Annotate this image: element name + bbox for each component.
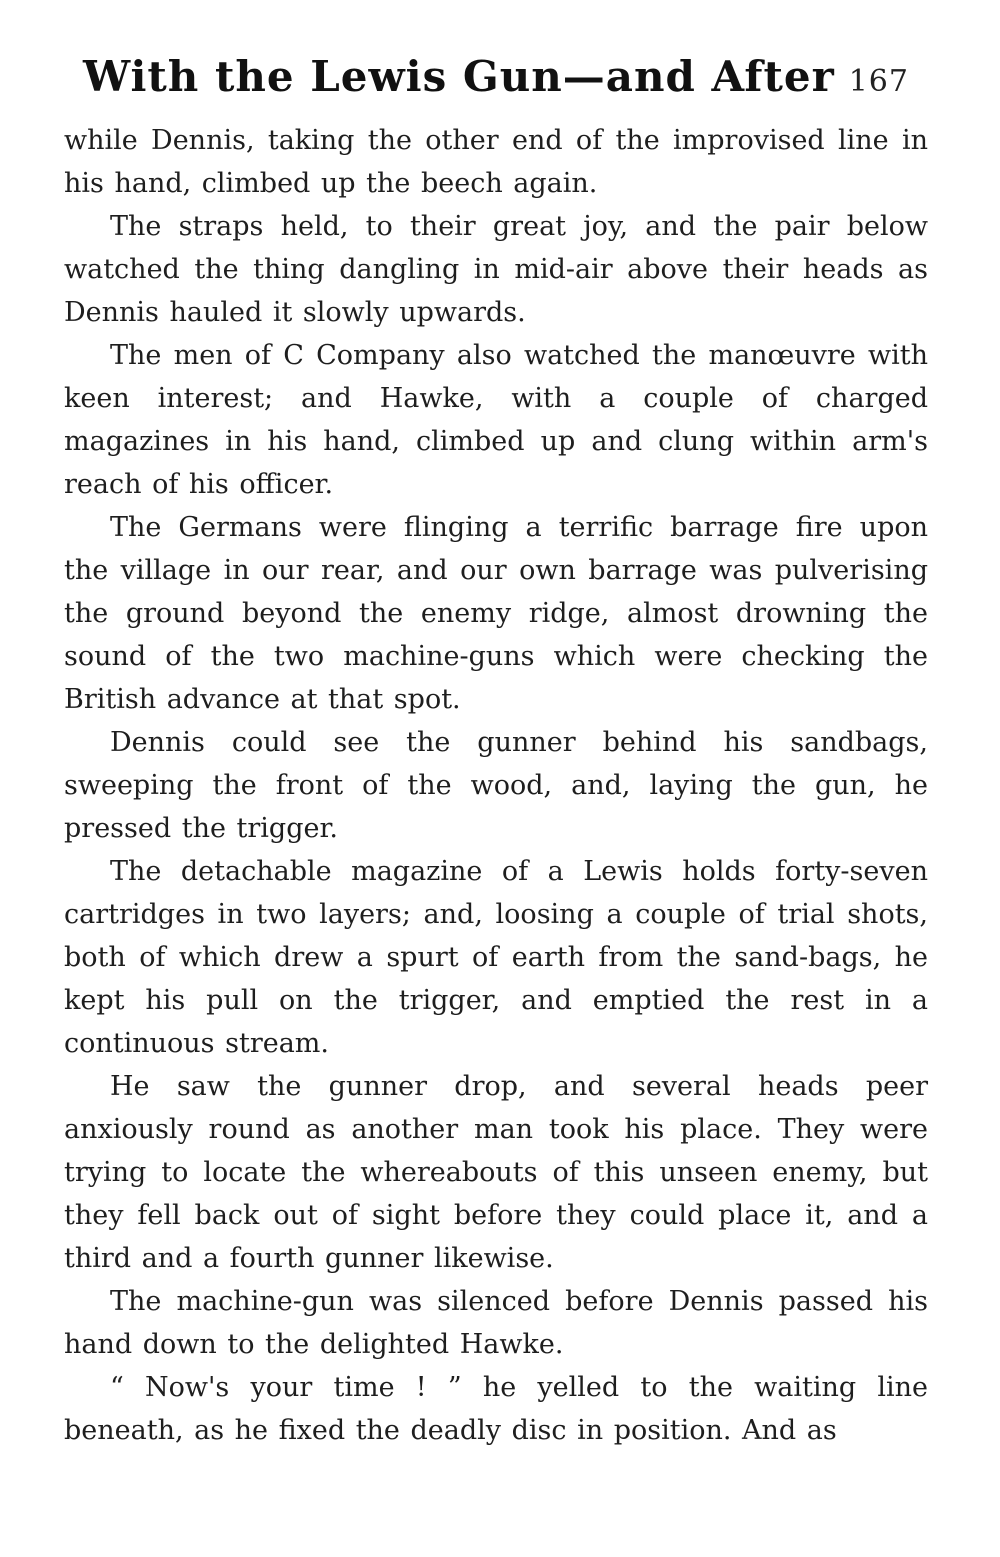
paragraph: The Germans were flinging a terrific barrage fire upon the village in our rear, and our own barrage was pulverising the ground beyond the enemy ridge, almost drowning the sound of the two machine-guns which were checking the British advance at that spot. — [64, 512, 928, 715]
paragraph: Dennis could see the gunner behind his sandbags, sweeping the front of the wood, and, laying the gun, he pressed the trigger. — [64, 727, 928, 844]
chapter-title: With the Lewis Gun—and After — [83, 52, 835, 101]
paragraph: The machine-gun was silenced before Dennis passed his hand down to the delighted Hawke. — [64, 1286, 928, 1360]
paragraph: while Dennis, taking the other end of the improvised line in his hand, climbed up the beech again. — [64, 125, 928, 199]
paragraph: The detachable magazine of a Lewis holds forty-seven cartridges in two layers; and, loosing a couple of trial shots, both of which drew a spurt of earth from the sand-bags, he kept his pull on the trigger, and emptied the rest in a continuous stream. — [64, 856, 928, 1059]
paragraph: The men of C Company also watched the manœuvre with keen interest; and Hawke, with a couple of charged magazines in his hand, climbed up and clung within arm's reach of his officer. — [64, 340, 928, 500]
paragraph: He saw the gunner drop, and several heads peer anxiously round as another man took his place. They were trying to locate the whereabouts of this unseen enemy, but they fell back out of sight before they could place it, and a third and a fourth gunner likewise. — [64, 1071, 928, 1274]
body-text — [64, 119, 928, 1452]
page-header — [64, 52, 928, 101]
page-number: 167 — [848, 64, 909, 99]
paragraph: “ Now's your time ! ” he yelled to the waiting line beneath, as he fixed the deadly disc in position. And as — [64, 1372, 928, 1446]
paragraph: The straps held, to their great joy, and the pair below watched the thing dangling in mid-air above their heads as Dennis hauled it slowly upwards. — [64, 211, 928, 328]
